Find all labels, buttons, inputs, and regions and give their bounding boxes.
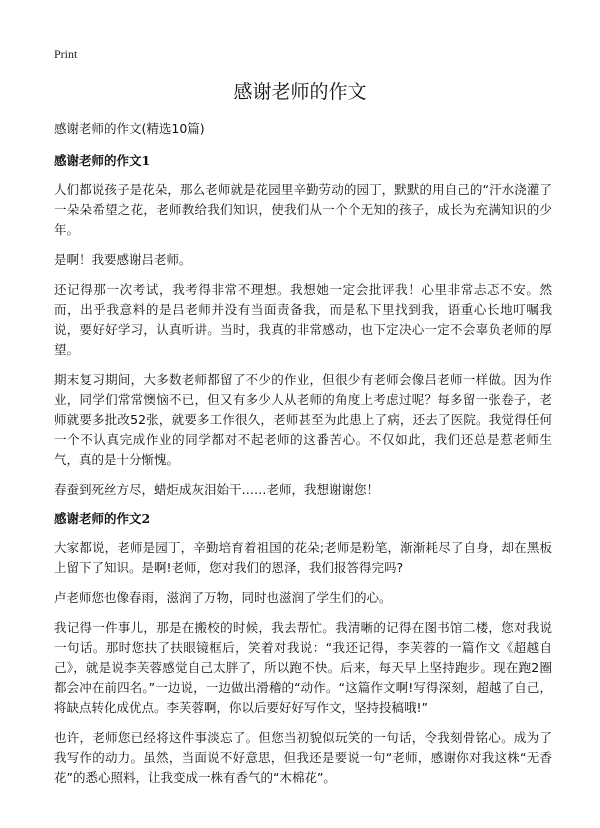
paragraph: 还记得那一次考试，我考得非常不理想。我想她一定会批评我！心里非常忐忑不安。然而，出乎我意料的是吕老师并没有当面责备我，而是私下里找到我，语重心长地叮嘱我说，要好好学习，认真听讲。当时，我真的非常感动，也下定决心一定不会辜负老师的厚望。 <box>54 282 552 357</box>
essay-section-2 <box>54 510 552 788</box>
document-subtitle: 感谢老师的作文(精选10篇) <box>54 121 205 136</box>
paragraph: 人们都说孩子是花朵，那么老师就是花园里辛勤劳动的园丁，默默的用自己的“汗水浇灌了一朵朵希望之花，老师教给我们知识，使我们从一个个无知的孩子，成长为充满知识的少年。 <box>54 182 552 237</box>
paragraph: 是啊！我要感谢吕老师。 <box>54 252 192 267</box>
paragraph: 也许，老师您已经将这件事淡忘了。但您当初貌似玩笑的一句话，令我刻骨铭心。成为了我写作的动力。虽然，当面说不好意思，但我还是要说一句“老师，感谢你对我这株“无香花”的悉心照料，让我变成一株有香气的“木棉花”。 <box>54 730 552 785</box>
document-title: 感谢老师的作文 <box>233 81 367 103</box>
document-body <box>54 120 552 798</box>
essay-section-1 <box>54 152 552 500</box>
paragraph: 卢老师您也像春雨，滋润了万物，同时也滋润了学生们的心。 <box>54 590 392 605</box>
section-heading: 感谢老师的作文2 <box>54 511 151 526</box>
paragraph: 我记得一件事儿，那是在搬校的时候，我去帮忙。我清晰的记得在图书馆二楼，您对我说一句话。那时您扶了扶眼镜框后，笑着对我说：“我还记得，李芙蓉的一篇作文《超越自己》，就是说李芙蓉感觉自己太胖了，所以跑不快。后来，每天早上坚持跑步。现在跑2圈都会冲在前四名。”一边说，一边做出滑稽的“动作。“这篇作文啊!写得深刻，超越了自己，将缺点转化成优点。李芙蓉啊，你以后要好好写作文，坚持投稿哦!” <box>54 620 552 715</box>
paragraph: 大家都说，老师是园丁，辛勤培育着祖国的花朵;老师是粉笔，渐渐耗尽了自身，却在黑板上留下了知识。是啊!老师，您对我们的恩泽，我们报答得完吗? <box>54 540 552 575</box>
print-link[interactable]: Print <box>54 47 78 61</box>
paragraph: 春蚕到死丝方尽，蜡炬成灰泪始干……老师，我想谢谢您！ <box>54 482 380 497</box>
paragraph: 期末复习期间，大多数老师都留了不少的作业，但很少有老师会像吕老师一样做。因为作业，同学们常常懊恼不已，但又有多少人从老师的角度上考虑过呢？每多留一张卷子，老师就要多批改52张，就要多工作很久，老师甚至为此患上了病，还去了医院。我觉得任何一个不认真完成作业的同学都对不起老师的这番苦心。不仅如此，我们还总是惹老师生气，真的是十分惭愧。 <box>54 372 552 467</box>
section-heading: 感谢老师的作文1 <box>54 153 151 168</box>
